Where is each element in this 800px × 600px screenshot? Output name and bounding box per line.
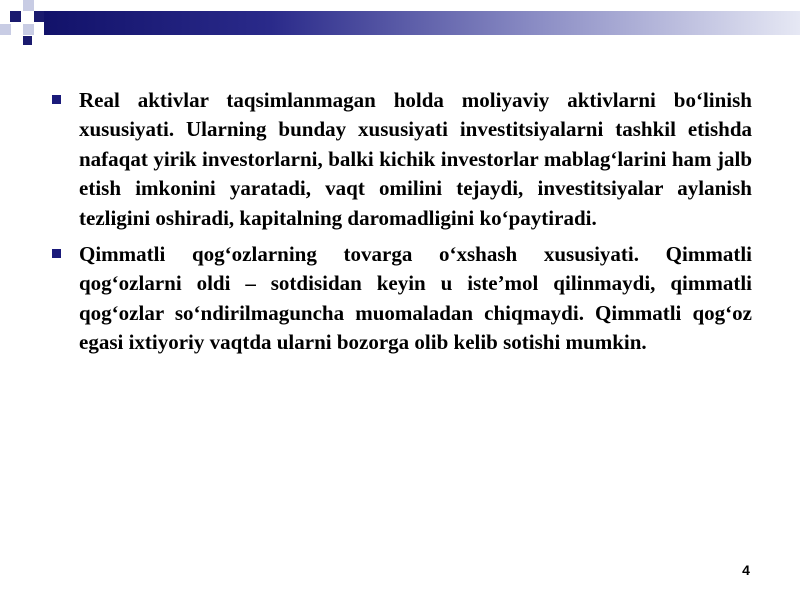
decor-square-navy-3: [23, 36, 32, 45]
bullet-item-2: [50, 240, 752, 358]
decor-square-light-2: [0, 24, 11, 35]
decor-square-light-1: [23, 0, 34, 11]
bullet-item-1: [50, 86, 752, 233]
bullet-text-2: Qimmatli qog‘ozlarning tovarga o‘xshash xususiyati. Qimmatli qog‘ozlarni oldi – sotdisidan keyin u iste’mol qilinmaydi, qimmatli qog‘ozlar so‘ndirilmaguncha muomaladan chiqmaydi. Qimmatli qog‘oz egasi ixtiyoriy vaqtda ularni bozorga olib kelib sotishi mumkin.: [79, 242, 752, 355]
bullet-text-1: Real aktivlar taqsimlanmagan holda moliyaviy aktivlarni bo‘linish xususiyati. Ularning bunday xususiyati investitsiyalarni tashkil etishda nafaqat yirik investorlarni, balki kichik investorlar mablag‘larini ham jalb etish imkonini yaratadi, vaqt omilini tejaydi, investitsiyalar aylanish tezligini oshiradi, kapitalning daromadligini ko‘paytiradi.: [79, 88, 752, 230]
decor-square-light-3: [23, 24, 34, 35]
square-bullet-icon: [52, 249, 61, 258]
decor-square-navy-1: [10, 11, 21, 22]
title-bar: [44, 11, 800, 35]
bullet-list: [50, 86, 752, 365]
page-number: 4: [742, 562, 750, 578]
square-bullet-icon: [52, 95, 61, 104]
